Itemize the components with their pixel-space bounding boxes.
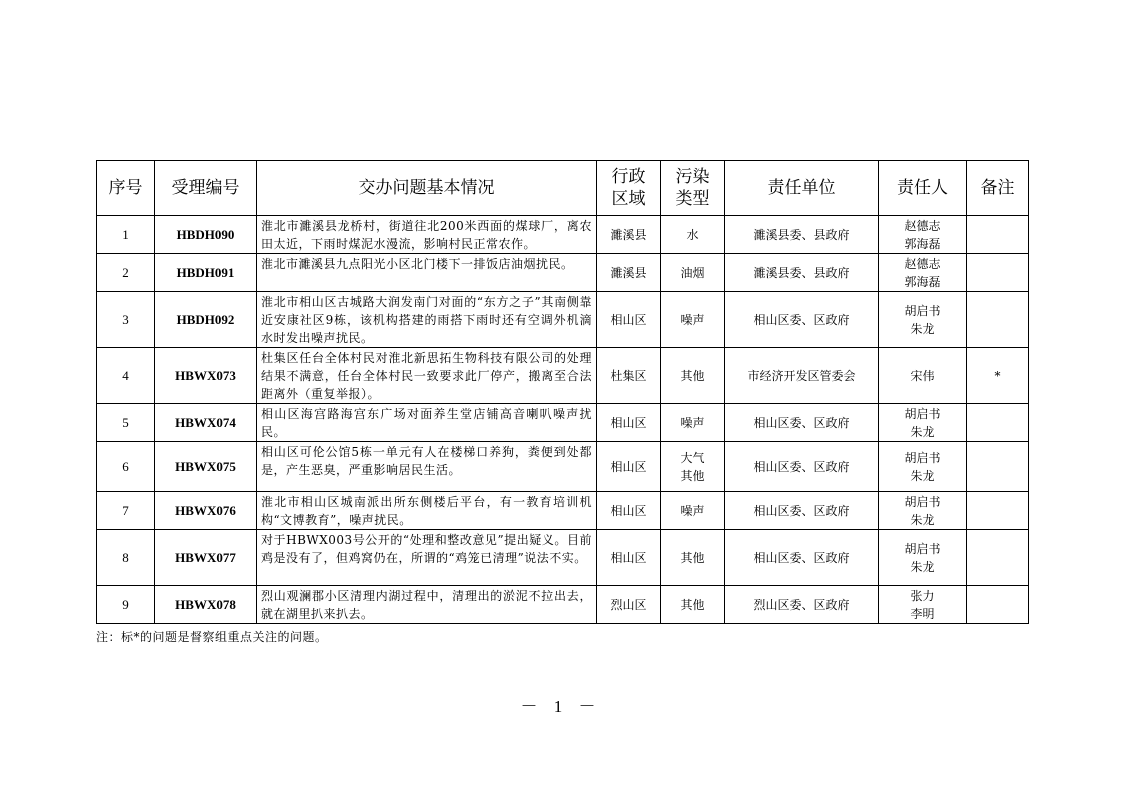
- row-area: 杜集区: [597, 348, 661, 404]
- row-type: 油烟: [661, 254, 725, 292]
- row-index: 5: [97, 404, 155, 442]
- header-type: 污染 类型: [661, 161, 725, 216]
- row-remark: [967, 530, 1029, 586]
- row-person: 宋伟: [879, 348, 967, 404]
- table-row: [97, 292, 1029, 348]
- row-person: 赵德志 郭海磊: [879, 254, 967, 292]
- header-area: 行政 区域: [597, 161, 661, 216]
- row-unit: 相山区委、区政府: [725, 442, 879, 492]
- row-remark: [967, 254, 1029, 292]
- row-code: HBWX078: [155, 586, 257, 624]
- complaint-table: [96, 160, 1029, 624]
- row-person: 胡启书 朱龙: [879, 404, 967, 442]
- row-index: 9: [97, 586, 155, 624]
- row-area: 相山区: [597, 442, 661, 492]
- table-row: [97, 348, 1029, 404]
- table-row: [97, 404, 1029, 442]
- row-unit: 濉溪县委、县政府: [725, 254, 879, 292]
- row-index: 3: [97, 292, 155, 348]
- row-type: 其他: [661, 586, 725, 624]
- table-footnote: 注：标*的问题是督察组重点关注的问题。: [96, 630, 328, 644]
- table-row: [97, 492, 1029, 530]
- row-type: 噪声: [661, 404, 725, 442]
- row-code: HBWX075: [155, 442, 257, 492]
- row-code: HBDH092: [155, 292, 257, 348]
- row-type: 噪声: [661, 492, 725, 530]
- row-area: 相山区: [597, 530, 661, 586]
- row-code: HBWX076: [155, 492, 257, 530]
- row-unit: 濉溪县委、县政府: [725, 216, 879, 254]
- row-type: 大气 其他: [661, 442, 725, 492]
- row-code: HBWX074: [155, 404, 257, 442]
- row-description: 淮北市濉溪县九点阳光小区北门楼下一排饭店油烟扰民。: [257, 254, 597, 292]
- row-person: 胡启书 朱龙: [879, 530, 967, 586]
- row-description: 杜集区任台全体村民对淮北新思拓生物科技有限公司的处理结果不满意，任台全体村民一致要求此厂停产，搬离至合法距离外（重复举报）。: [257, 348, 597, 404]
- row-person: 胡启书 朱龙: [879, 292, 967, 348]
- row-description: 相山区海宫路海宫东广场对面养生堂店铺高音喇叭噪声扰民。: [257, 404, 597, 442]
- row-type: 噪声: [661, 292, 725, 348]
- row-description: 对于HBWX003号公开的“处理和整改意见”提出疑义。目前鸡是没有了，但鸡窝仍在，所谓的“鸡笼已清理”说法不实。: [257, 530, 597, 586]
- row-person: 胡启书 朱龙: [879, 492, 967, 530]
- table-row: [97, 216, 1029, 254]
- row-type: 其他: [661, 348, 725, 404]
- table-row: [97, 254, 1029, 292]
- row-person: 胡启书 朱龙: [879, 442, 967, 492]
- row-description: 淮北市濉溪县龙桥村，街道往北200米西面的煤球厂，离农田太近，下雨时煤泥水漫流，影响村民正常农作。: [257, 216, 597, 254]
- row-index: 2: [97, 254, 155, 292]
- table-row: [97, 530, 1029, 586]
- row-unit: 市经济开发区管委会: [725, 348, 879, 404]
- row-person: 张力 李明: [879, 586, 967, 624]
- header-description: 交办问题基本情况: [257, 161, 597, 216]
- row-unit: 相山区委、区政府: [725, 404, 879, 442]
- page-number: － 1 －: [520, 697, 602, 716]
- row-index: 1: [97, 216, 155, 254]
- row-remark: [967, 442, 1029, 492]
- row-area: 濉溪县: [597, 254, 661, 292]
- row-code: HBWX077: [155, 530, 257, 586]
- row-description: 相山区可伦公馆5栋一单元有人在楼梯口养狗，粪便到处都是，产生恶臭，严重影响居民生活。: [257, 442, 597, 492]
- row-type: 水: [661, 216, 725, 254]
- table-row: [97, 442, 1029, 492]
- row-index: 7: [97, 492, 155, 530]
- row-code: HBWX073: [155, 348, 257, 404]
- row-remark: [967, 586, 1029, 624]
- row-remark: *: [967, 348, 1029, 404]
- row-remark: [967, 292, 1029, 348]
- row-area: 相山区: [597, 492, 661, 530]
- header-unit: 责任单位: [725, 161, 879, 216]
- row-description: 淮北市相山区城南派出所东侧楼后平台，有一教育培训机构“文博教育”，噪声扰民。: [257, 492, 597, 530]
- row-area: 相山区: [597, 404, 661, 442]
- row-description: 淮北市相山区古城路大润发南门对面的“东方之子”其南侧靠近安康社区9栋，该机构搭建的雨搭下雨时还有空调外机滴水时发出噪声扰民。: [257, 292, 597, 348]
- row-description: 烈山观澜郡小区清理内湖过程中，清理出的淤泥不拉出去，就在湖里扒来扒去。: [257, 586, 597, 624]
- row-remark: [967, 216, 1029, 254]
- row-remark: [967, 492, 1029, 530]
- header-index: 序号: [97, 161, 155, 216]
- header-person: 责任人: [879, 161, 967, 216]
- table-header-row: [97, 161, 1029, 216]
- row-index: 8: [97, 530, 155, 586]
- row-unit: 相山区委、区政府: [725, 492, 879, 530]
- row-area: 烈山区: [597, 586, 661, 624]
- row-code: HBDH091: [155, 254, 257, 292]
- header-remark: 备注: [967, 161, 1029, 216]
- row-remark: [967, 404, 1029, 442]
- row-index: 4: [97, 348, 155, 404]
- row-index: 6: [97, 442, 155, 492]
- header-code: 受理编号: [155, 161, 257, 216]
- row-area: 相山区: [597, 292, 661, 348]
- row-code: HBDH090: [155, 216, 257, 254]
- table-row: [97, 586, 1029, 624]
- row-area: 濉溪县: [597, 216, 661, 254]
- row-unit: 烈山区委、区政府: [725, 586, 879, 624]
- row-unit: 相山区委、区政府: [725, 292, 879, 348]
- row-person: 赵德志 郭海磊: [879, 216, 967, 254]
- row-unit: 相山区委、区政府: [725, 530, 879, 586]
- row-type: 其他: [661, 530, 725, 586]
